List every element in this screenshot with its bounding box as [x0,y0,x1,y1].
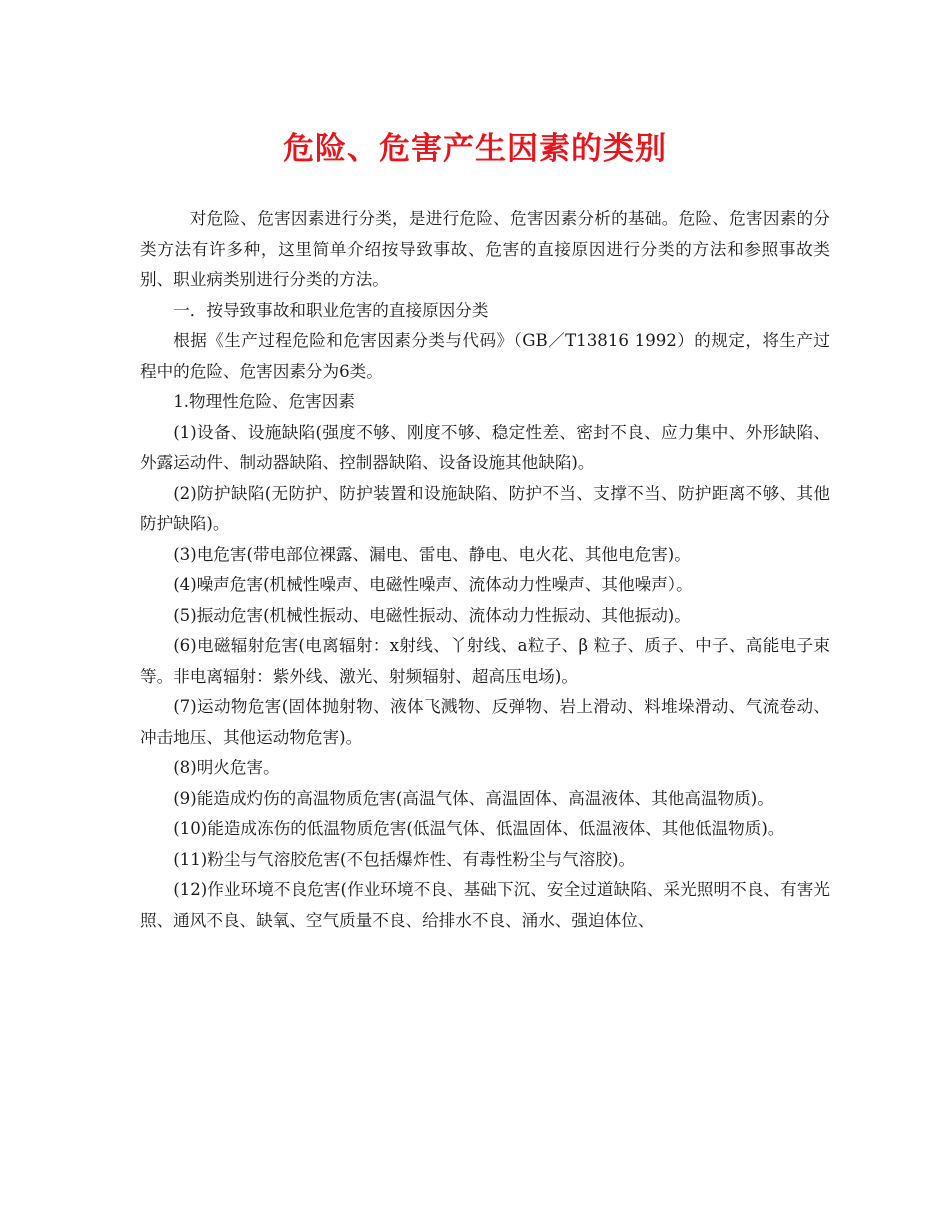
list-item: (12)作业环境不良危害(作业环境不良、基础下沉、安全过道缺陷、采光照明不良、有害光照、通风不良、缺氧、空气质量不良、给排水不良、涌水、强迫体位、 [140,880,830,930]
list-item: (5)振动危害(机械性振动、电磁性振动、流体动力性振动、其他振动)。 [173,605,691,625]
list-item: (11)粉尘与气溶胶危害(不包括爆炸性、有毒性粉尘与气溶胶)。 [173,849,636,869]
intro-paragraph: 对危险、危害因素进行分类，是进行危险、危害因素分析的基础。危险、危害因素的分类方法有许多种，这里简单介绍按导致事故、危害的直接原因进行分类的方法和参照事故类别、职业病类别进行分类的方法。 [140,209,830,289]
list-item: (3)电危害(带电部位裸露、漏电、雷电、静电、电火花、其他电危害)。 [173,544,691,564]
list-item: (4)噪声危害(机械性噪声、电磁性噪声、流体动力性噪声、其他噪声）。 [173,575,693,594]
standard-paragraph: 根据《生产过程危险和危害因素分类与代码》（GB／T13816 1992）的规定，将生产过程中的危险、危害因素分为6类。 [140,331,830,381]
list-item: (10)能造成冻伤的低温物质危害(低温气体、低温固体、低温液体、其他低温物质)。 [173,819,785,838]
subsection-heading: 1.物理性危险、危害因素 [173,392,355,411]
list-item: (2)防护缺陷(无防护、防护装置和设施缺陷、防护不当、支撑不当、防护距离不够、其他防护缺陷)。 [140,483,830,533]
list-item: (8)明火危害。 [173,758,280,777]
document-body [140,204,830,936]
list-item: (1)设备、设施缺陷(强度不够、刚度不够、稳定性差、密封不良、应力集中、外形缺陷、外露运动件、制动器缺陷、控制器缺陷、设备设施其他缺陷)。 [140,422,830,472]
list-item: (9)能造成灼伤的高温物质危害(高温气体、高温固体、高温液体、其他高温物质)。 [173,788,774,808]
section-heading: 一．按导致事故和职业危害的直接原因分类 [173,300,489,320]
list-item: (6)电磁辐射危害(电离辐射：x射线、丫射线、a粒子、β 粒子、质子、中子、高能电子束等。非电离辐射：紫外线、激光、射频辐射、超高压电场)。 [140,636,830,686]
list-item: (7)运动物危害(固体抛射物、液体飞溅物、反弹物、岩上滑动、料堆垛滑动、气流卷动、冲击地压、其他运动物危害)。 [140,697,830,747]
document-title: 危险、危害产生因素的类别 [283,131,667,167]
